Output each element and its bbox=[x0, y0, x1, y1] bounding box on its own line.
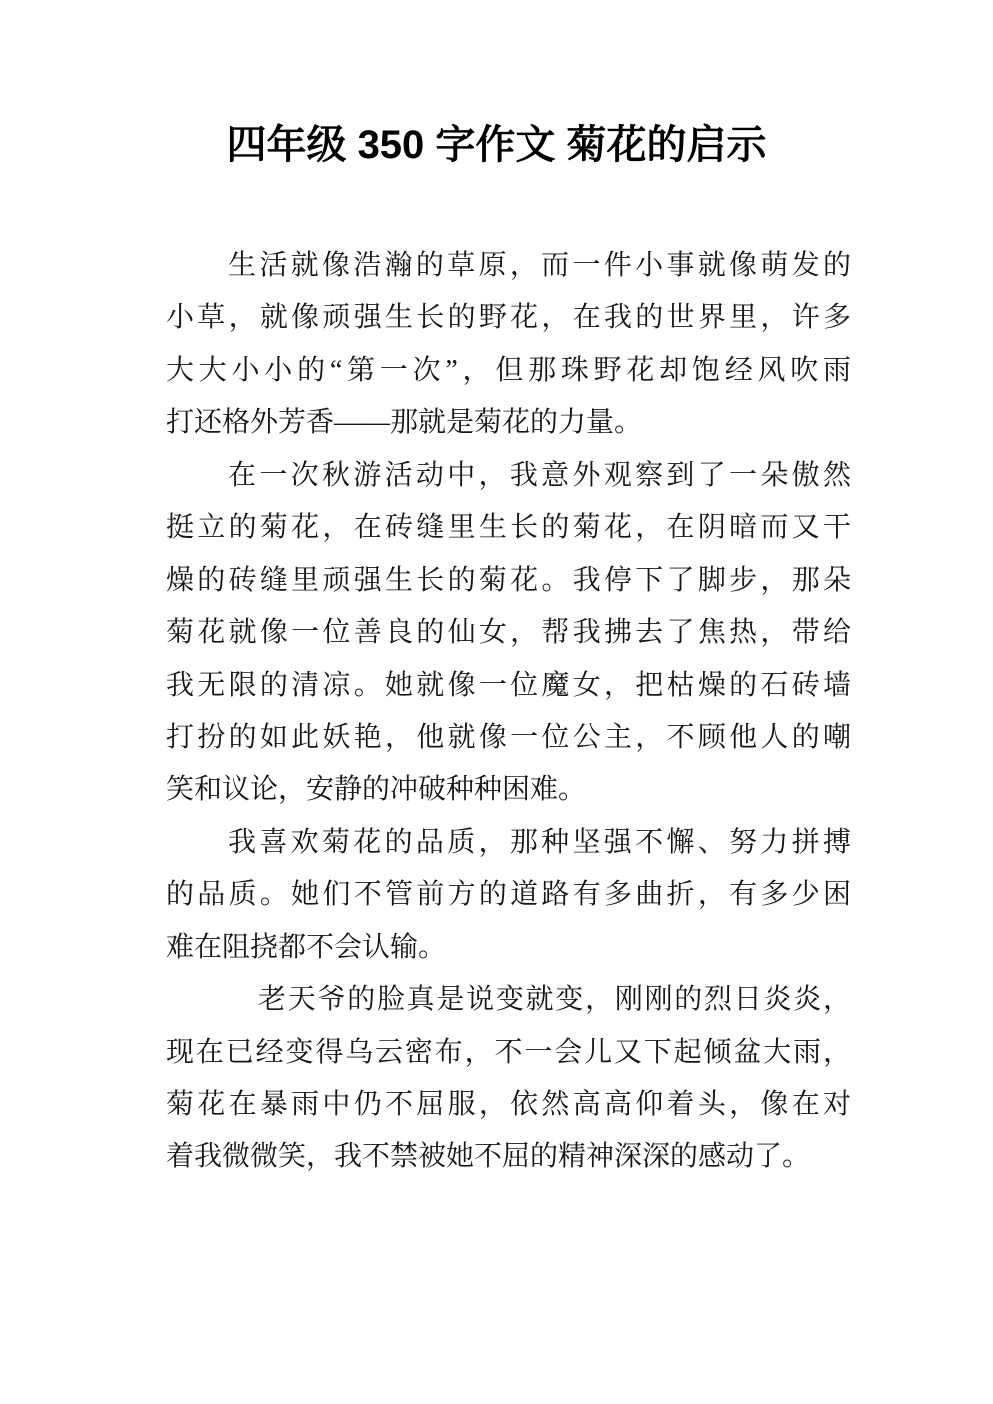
essay-line: 挺立的菊花，在砖缝里生长的菊花，在阴暗而又干 bbox=[166, 512, 851, 544]
essay-body bbox=[166, 240, 851, 1184]
essay-line: 菊花就像一位善良的仙女，帮我拂去了焦热，带给 bbox=[166, 617, 851, 649]
essay-line: 小草，就像顽强生长的野花，在我的世界里，许多 bbox=[166, 302, 851, 334]
essay-line: 大大小小的“第一次”，但那珠野花却饱经风吹雨 bbox=[166, 354, 851, 386]
essay-line: 打扮的如此妖艳，他就像一位公主，不顾他人的嘲 bbox=[166, 721, 851, 753]
essay-line: 在一次秋游活动中，我意外观察到了一朵傲然 bbox=[228, 459, 851, 491]
essay-line: 难在阻挠都不会认输。 bbox=[166, 931, 447, 963]
essay-line: 我无限的清凉。她就像一位魔女，把枯燥的石砖墙 bbox=[166, 669, 851, 701]
essay-line: 笑和议论，安静的冲破种种困难。 bbox=[166, 774, 587, 806]
essay-line: 我喜欢菊花的品质，那种坚强不懈、努力拼搏 bbox=[228, 826, 851, 858]
essay-line: 老天爷的脸真是说变就变，刚刚的烈日炎炎， bbox=[258, 984, 851, 1016]
essay-line: 着我微微笑，我不禁被她不屈的精神深深的感动了。 bbox=[166, 1141, 811, 1173]
document-title: 四年级 350 字作文 菊花的启示 bbox=[226, 123, 767, 167]
essay-line: 的品质。她们不管前方的道路有多曲折，有多少困 bbox=[166, 879, 851, 911]
essay-line: 燥的砖缝里顽强生长的菊花。我停下了脚步，那朵 bbox=[166, 564, 851, 596]
essay-line: 生活就像浩瀚的草原，而一件小事就像萌发的 bbox=[228, 250, 851, 281]
essay-line: 现在已经变得乌云密布，不一会儿又下起倾盆大雨， bbox=[166, 1036, 851, 1068]
essay-line: 菊花在暴雨中仍不屈服，依然高高仰着头，像在对 bbox=[166, 1089, 851, 1120]
essay-line: 打还格外芳香——那就是菊花的力量。 bbox=[166, 407, 643, 439]
